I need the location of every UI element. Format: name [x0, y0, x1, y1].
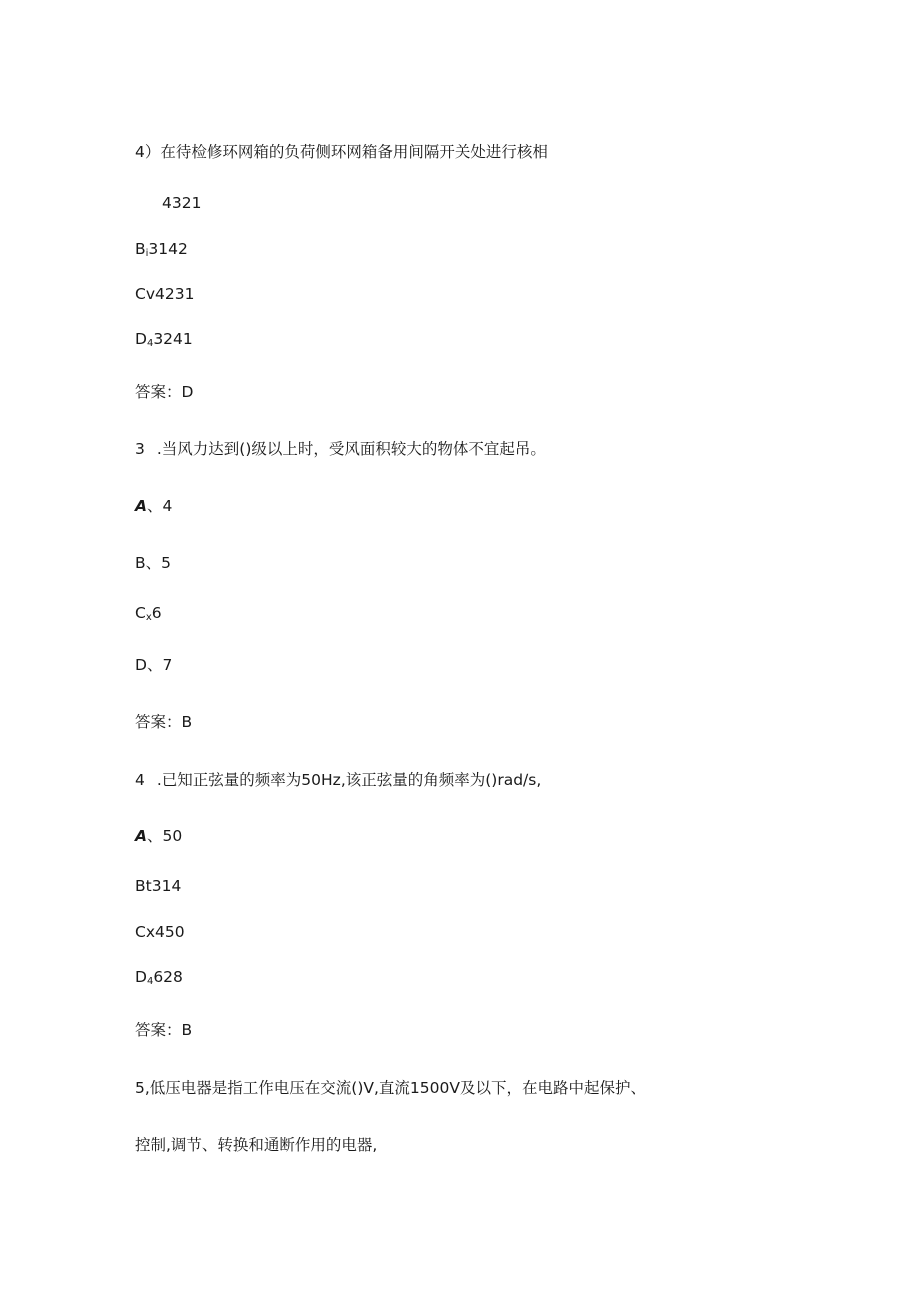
- option-a: [162, 193, 201, 213]
- option-c-sep: x: [145, 612, 152, 623]
- option-b: [135, 553, 171, 573]
- option-b-letter: B: [135, 877, 146, 895]
- option-c-letter: C: [135, 923, 146, 941]
- option-a-text: 4: [162, 497, 173, 515]
- option-c: [135, 284, 194, 304]
- option-a-text: 50: [162, 827, 183, 845]
- option-d: [135, 329, 193, 354]
- option-b-sep: t: [145, 877, 152, 895]
- question-5-line-2: 控制,调节、转换和通断作用的电器,: [135, 1136, 378, 1154]
- option-d-sep: 4: [146, 338, 154, 349]
- option-b: [135, 876, 181, 896]
- option-b-sep: i: [145, 248, 149, 259]
- option-c-letter: C: [135, 285, 146, 303]
- question-number: 4: [135, 771, 145, 789]
- option-a-letter: A: [135, 827, 147, 845]
- option-a-sep: 、: [147, 497, 163, 515]
- option-d-text: 3241: [153, 330, 193, 348]
- option-a: [135, 826, 182, 846]
- option-c-sep: v: [145, 285, 156, 303]
- option-b-text: 3142: [148, 240, 188, 258]
- option-d-text: 628: [153, 968, 183, 986]
- option-d-sep: 4: [146, 976, 154, 987]
- option-d-sep: 、: [146, 656, 163, 674]
- option-b-text: 5: [161, 554, 172, 572]
- option-c-letter: C: [135, 604, 146, 622]
- option-b-text: 314: [151, 877, 182, 895]
- option-c: [135, 922, 185, 942]
- option-b: [135, 239, 188, 264]
- option-c-text: 450: [155, 923, 185, 941]
- option-c: [135, 603, 162, 628]
- answer: 答案：B: [135, 1021, 193, 1039]
- option-d-letter: D: [135, 656, 147, 674]
- option-c-text: 6: [151, 604, 162, 622]
- answer: 答案：D: [135, 383, 194, 401]
- option-c-text: 4231: [155, 285, 195, 303]
- question-text: .已知正弦量的频率为50Hz,该正弦量的角频率为()rad∕s,: [156, 771, 542, 789]
- option-d: [135, 655, 172, 675]
- option-a: [135, 496, 172, 516]
- option-d-letter: D: [135, 330, 147, 348]
- option-a-letter: A: [135, 497, 147, 515]
- option-b-letter: B: [135, 554, 146, 572]
- option-b-sep: 、: [145, 554, 162, 572]
- option-a-sep: 、: [147, 827, 163, 845]
- question-5-line-1: 5,低压电器是指工作电压在交流()V,直流1500V及以下，在电路中起保护、: [135, 1079, 646, 1097]
- option-c-sep: x: [145, 923, 156, 941]
- option-d-text: 7: [162, 656, 173, 674]
- option-d: [135, 967, 183, 992]
- question-step-text: 4）在待检修环网箱的负荷侧环网箱备用间隔开关处进行核相: [135, 143, 548, 161]
- option-a-text: 4321: [162, 194, 202, 212]
- question-text: .当风力达到()级以上时，受风面积较大的物体不宜起吊。: [156, 440, 546, 458]
- option-b-letter: B: [135, 240, 146, 258]
- question-3: [135, 439, 546, 459]
- option-d-letter: D: [135, 968, 147, 986]
- answer: 答案：B: [135, 713, 193, 731]
- question-number: 3: [135, 440, 145, 458]
- question-4: [135, 770, 541, 790]
